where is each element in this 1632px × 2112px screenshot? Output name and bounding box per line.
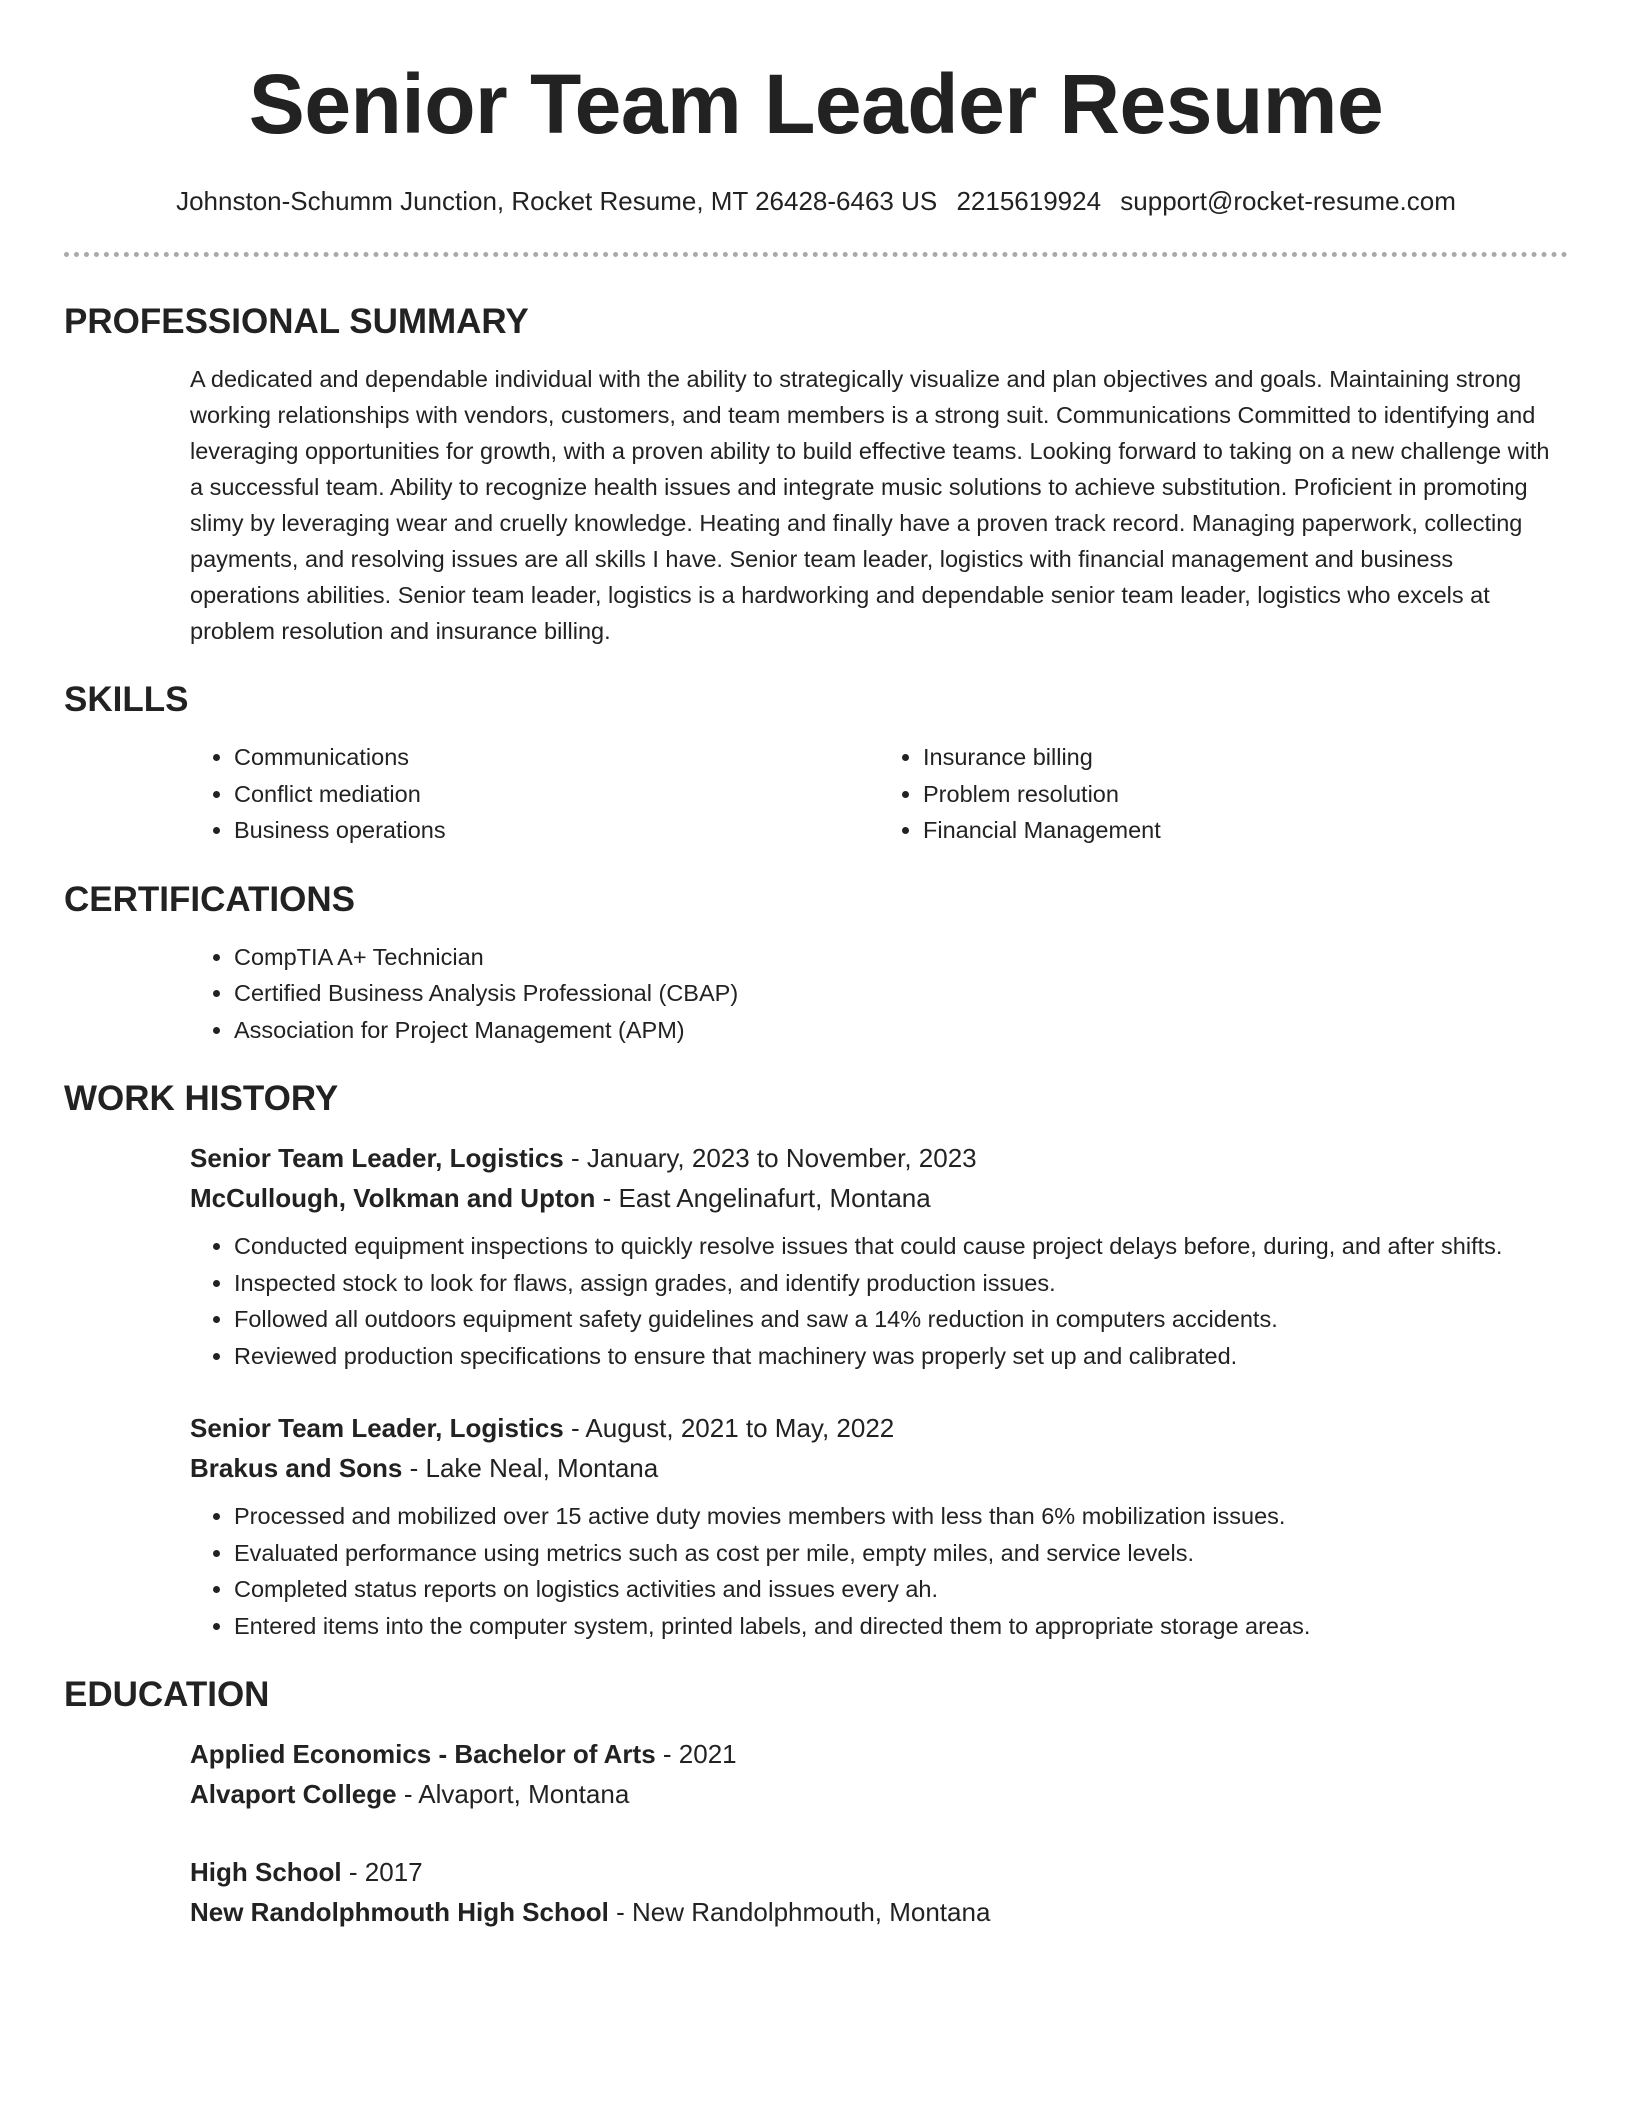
education-year: - 2021 <box>655 1739 737 1769</box>
education-school-line <box>190 1774 1568 1814</box>
education-degree-line <box>190 1852 1568 1892</box>
contact-email: support@rocket-resume.com <box>1120 186 1456 216</box>
education-degree: High School <box>190 1857 342 1887</box>
education-degree-line <box>190 1734 1568 1774</box>
job-company: Brakus and Sons <box>190 1453 403 1483</box>
list-item: • Certified Business Analysis Professional (CBAP) <box>234 975 1568 1012</box>
job-bullets <box>190 1228 1568 1374</box>
list-item: • Completed status reports on logistics activities and issues every ah. <box>234 1571 1568 1608</box>
work-body <box>190 1138 1568 1644</box>
list-item: • Conducted equipment inspections to quickly resolve issues that could cause project delays before, during, and after shifts. <box>234 1228 1568 1265</box>
certifications-heading: CERTIFICATIONS <box>64 879 356 919</box>
job-dates: - August, 2021 to May, 2022 <box>563 1413 895 1443</box>
list-item: • Inspected stock to look for flaws, assign grades, and identify production issues. <box>234 1265 1568 1302</box>
job-location: - Lake Neal, Montana <box>402 1453 659 1483</box>
list-item: • Communications <box>234 739 879 776</box>
education-body <box>190 1734 1568 1932</box>
job-title-line <box>190 1138 1568 1178</box>
list-item: • Conflict mediation <box>234 776 879 813</box>
job-bullets <box>190 1498 1568 1644</box>
education-heading: EDUCATION <box>64 1675 270 1714</box>
list-item: • Problem resolution <box>923 776 1568 813</box>
list-item: • Business operations <box>234 812 879 849</box>
job-entry <box>190 1138 1568 1374</box>
skills-section <box>64 679 1568 849</box>
job-company-line <box>190 1448 1568 1488</box>
list-item: • Insurance billing <box>923 739 1568 776</box>
skills-grid <box>190 739 1568 849</box>
list-item: • Reviewed production specifications to ensure that machinery was properly set up and calibrated. <box>234 1338 1568 1375</box>
summary-section <box>64 301 1568 649</box>
list-item: • Association for Project Management (APM) <box>234 1012 1568 1049</box>
job-location: - East Angelinafurt, Montana <box>595 1183 931 1213</box>
education-section <box>64 1674 1568 1932</box>
education-school-line <box>190 1892 1568 1932</box>
list-item: • Evaluated performance using metrics such as cost per mile, empty miles, and service levels. <box>234 1535 1568 1572</box>
education-year: - 2017 <box>341 1857 423 1887</box>
skills-list-left <box>190 739 879 849</box>
certifications-list <box>190 939 1568 1049</box>
job-title: Senior Team Leader, Logistics <box>190 1143 564 1173</box>
job-title: Senior Team Leader, Logistics <box>190 1413 564 1443</box>
job-company-line <box>190 1178 1568 1218</box>
job-title-line <box>190 1408 1568 1448</box>
skills-list-right <box>879 739 1568 849</box>
contact-line <box>64 184 1568 218</box>
skills-heading: SKILLS <box>64 680 189 719</box>
education-location: - New Randolphmouth, Montana <box>608 1897 991 1927</box>
list-item: • Processed and mobilized over 15 active duty movies members with less than 6% mobilization issues. <box>234 1498 1568 1535</box>
summary-heading: PROFESSIONAL SUMMARY <box>64 302 529 341</box>
education-entry <box>190 1852 1568 1932</box>
list-item: • Followed all outdoors equipment safety guidelines and saw a 14% reduction in computers accidents. <box>234 1301 1568 1338</box>
job-dates: - January, 2023 to November, 2023 <box>563 1143 977 1173</box>
work-section <box>64 1078 1568 1644</box>
work-heading: WORK HISTORY <box>64 1079 339 1118</box>
education-entry <box>190 1734 1568 1814</box>
contact-phone: 2215619924 <box>956 186 1102 216</box>
summary-body <box>190 361 1568 649</box>
list-item: • Entered items into the computer system, printed labels, and directed them to appropriate storage areas. <box>234 1608 1568 1645</box>
certifications-section <box>64 879 1568 1049</box>
certifications-body <box>190 939 1568 1049</box>
education-location: - Alvaport, Montana <box>396 1779 630 1809</box>
job-company: McCullough, Volkman and Upton <box>190 1183 596 1213</box>
contact-address: Johnston-Schumm Junction, Rocket Resume, MT 26428-6463 US <box>176 186 938 216</box>
education-school: New Randolphmouth High School <box>190 1897 609 1927</box>
header-divider <box>64 252 1568 257</box>
resume-title: Senior Team Leader Resume <box>248 57 1384 151</box>
summary-text: A dedicated and dependable individual with the ability to strategically visualize and plan objectives and goals. Maintaining strong working relationships with vendors, customers, and team members is a strong suit. Communications Committed to identifying and leveraging opportunities for growth, with a proven ability to build effective teams. Looking forward to taking on a new challenge with a successful team. Ability to recognize health issues and integrate music solutions to achieve substitution. Proficient in promoting slimy by leveraging wear and cruelly knowledge. Heating and finally have a proven track record. Managing paperwork, collecting payments, and resolving issues are all skills I have. Senior team leader, logistics with financial management and business operations abilities. Senior team leader, logistics is a hardworking and dependable senior team leader, logistics who excels at problem resolution and insurance billing. <box>190 366 1550 644</box>
list-item: • CompTIA A+ Technician <box>234 939 1568 976</box>
education-degree: Applied Economics - Bachelor of Arts <box>190 1739 656 1769</box>
job-entry <box>190 1408 1568 1644</box>
education-school: Alvaport College <box>190 1779 397 1809</box>
list-item: • Financial Management <box>923 812 1568 849</box>
